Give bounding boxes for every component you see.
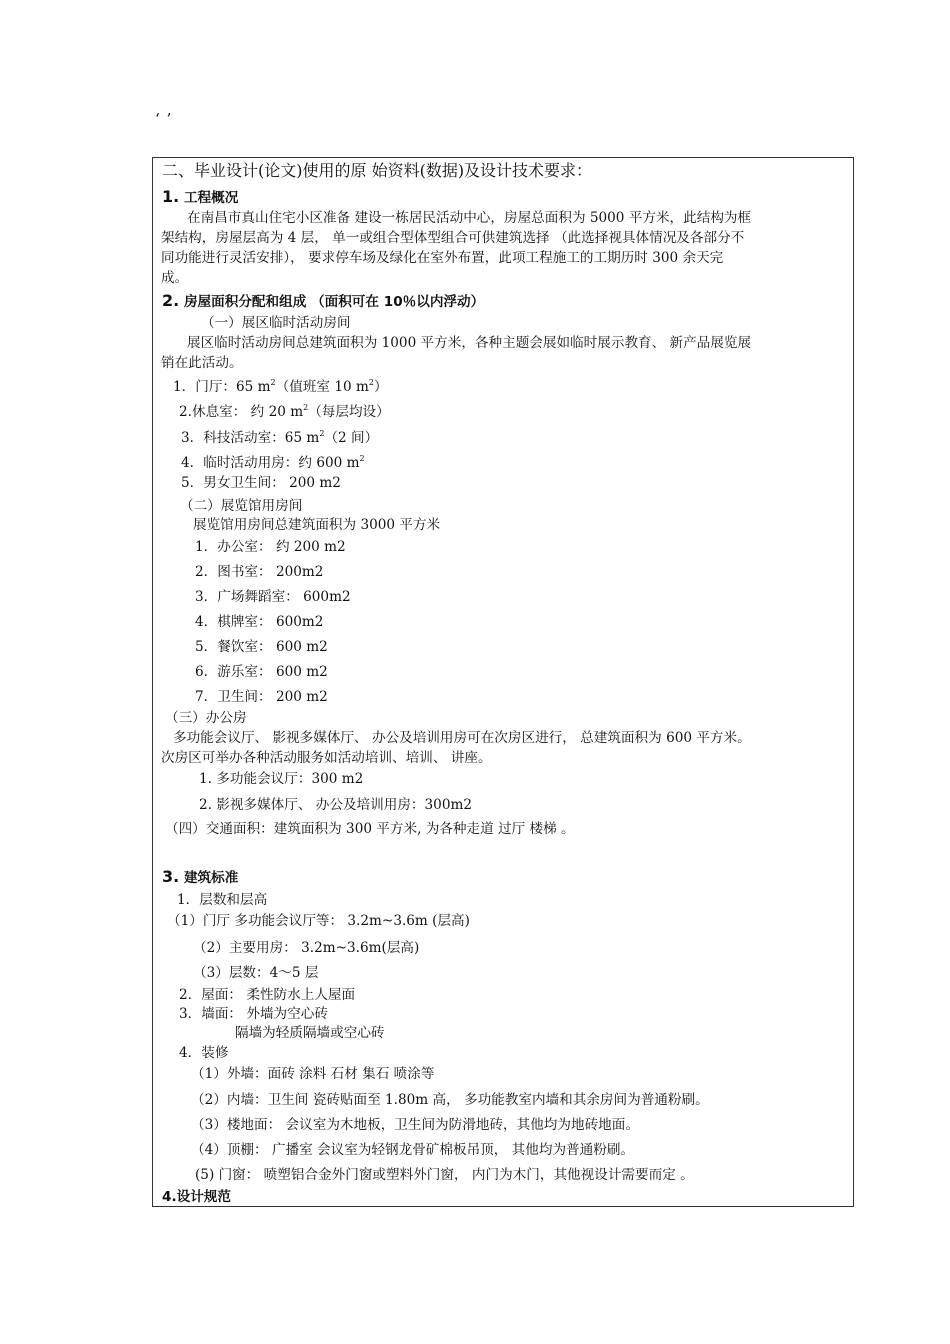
s2-a-title: （一）展区临时活动房间 — [201, 315, 351, 331]
s2-a-item: 5．男女卫生间： 200 m2 — [181, 475, 341, 491]
s2-a-para-line-2: 销在此活动。 — [161, 355, 243, 371]
s3-line: 隔墙为轻质隔墙或空心砖 — [235, 1025, 385, 1041]
s2-heading: 2. 房屋面积分配和组成 （面积可在 10％以内浮动） — [162, 291, 485, 310]
s2-b-intro: 展览馆用房间总建筑面积为 3000 平方米 — [193, 517, 441, 533]
s2-a-item: 2.休息室： 约 20 $m^2$（每层均设） — [179, 403, 390, 420]
s2-b-item: 1．办公室： 约 200 m2 — [195, 539, 346, 555]
s3-line: （2）内墙：卫生间 瓷砖贴面至 1.80m 高， 多功能教室内墙和其余房间为普通粉刷。 — [191, 1092, 709, 1108]
s2-b-item: 2．图书室： 200m2 — [195, 564, 324, 580]
s3-line: （2）主要用房： 3.2m~3.6m(层高) — [193, 940, 420, 956]
requirements-box — [152, 157, 854, 1207]
s3-line: （3）楼地面： 会议室为木地板，卫生间为防滑地砖，其他均为地砖地面。 — [191, 1117, 639, 1133]
s2-a-item: 3．科技活动室：65 $m^2(2$ 间） — [181, 429, 379, 446]
s3-line: （3）层数：4～5 层 — [193, 965, 319, 981]
s1-para-line-3: 同功能进行灵活安排）， 要求停车场及绿化在室外布置，此项工程施工的工期历时 300 余天完 — [161, 250, 724, 266]
s2-c-title: （三）办公房 — [165, 710, 247, 726]
s1-para-line-1: 在南昌市真山住宅小区准备 建设一栋居民活动中心，房屋总面积为 5000 平方米，此结构为框 — [187, 210, 752, 226]
s2-c-item: 2. 影视多媒体厅、 办公及培训用房：300m2 — [199, 797, 473, 813]
s1-para-line-2: 架结构，房屋层高为 4 层， 单一或组合型体型组合可供建筑选择 （此选择视具体情况及各部分不 — [161, 230, 745, 246]
section-title: 二、毕业设计(论文)使用的原 始资料(数据)及设计技术要求： — [162, 161, 593, 180]
s2-b-item: 7．卫生间： 200 m2 — [195, 689, 328, 705]
s2-a-item: 4．临时活动用房：约 600 $m^2$ — [181, 454, 365, 471]
s3-line: (5) 门窗： 喷塑铝合金外门窗或塑料外门窗， 内门为木门，其他视设计需要而定 。 — [195, 1167, 694, 1183]
s2-d-line: （四）交通面积：建筑面积为 300 平方米, 为各种走道 过厅 楼梯 。 — [165, 821, 575, 837]
s2-c-para-line-1: 多功能会议厅、 影视多媒体厅、 办公及培训用房可在次房区进行， 总建筑面积为 600 平方米。 — [173, 730, 751, 746]
s2-b-item: 3．广场舞蹈室： 600m2 — [195, 589, 351, 605]
s3-line: （4）顶棚： 广播室 会议室为轻钢龙骨矿棉板吊顶， 其他均为普通粉刷。 — [191, 1142, 635, 1158]
s3-line: 4．装修 — [179, 1045, 229, 1061]
s3-line: （1）门厅 多功能会议厅等： 3.2m~3.6m (层高) — [167, 913, 470, 929]
s3-heading: 3. 建筑标准 — [162, 867, 239, 886]
s2-c-item: 1. 多功能会议厅：300 m2 — [199, 771, 364, 787]
s3-line: （1）外墙：面砖 涂料 石材 集石 喷涂等 — [191, 1066, 435, 1082]
s3-line: 3．墙面： 外墙为空心砖 — [179, 1006, 328, 1022]
s3-line: 1．层数和层高 — [177, 892, 268, 908]
top-quote-mark: ‘ ’ — [155, 110, 173, 128]
s1-para-line-4: 成。 — [161, 270, 189, 286]
s2-b-title: （二）展览馆用房间 — [180, 498, 303, 514]
s2-a-para-line-1: 展区临时活动房间总建筑面积为 1000 平方米，各种主题会展如临时展示教育、 新产品展览展 — [187, 335, 752, 351]
s2-c-para-line-2: 次房区可举办各种活动服务如活动培训、培训、 讲座。 — [161, 750, 492, 766]
s2-b-item: 5．餐饮室： 600 m2 — [195, 639, 328, 655]
s4-heading: 4.设计规范 — [162, 1189, 231, 1205]
s2-b-item: 6．游乐室： 600 m2 — [195, 664, 328, 680]
s2-b-item: 4．棋牌室： 600m2 — [195, 614, 324, 630]
s1-heading: 1. 工程概况 — [162, 187, 239, 206]
s2-a-item: 1．门厅：65 $m^2$（值班室 10 $m^2$） — [173, 378, 388, 395]
s3-line: 2．屋面： 柔性防水上人屋面 — [179, 987, 356, 1003]
